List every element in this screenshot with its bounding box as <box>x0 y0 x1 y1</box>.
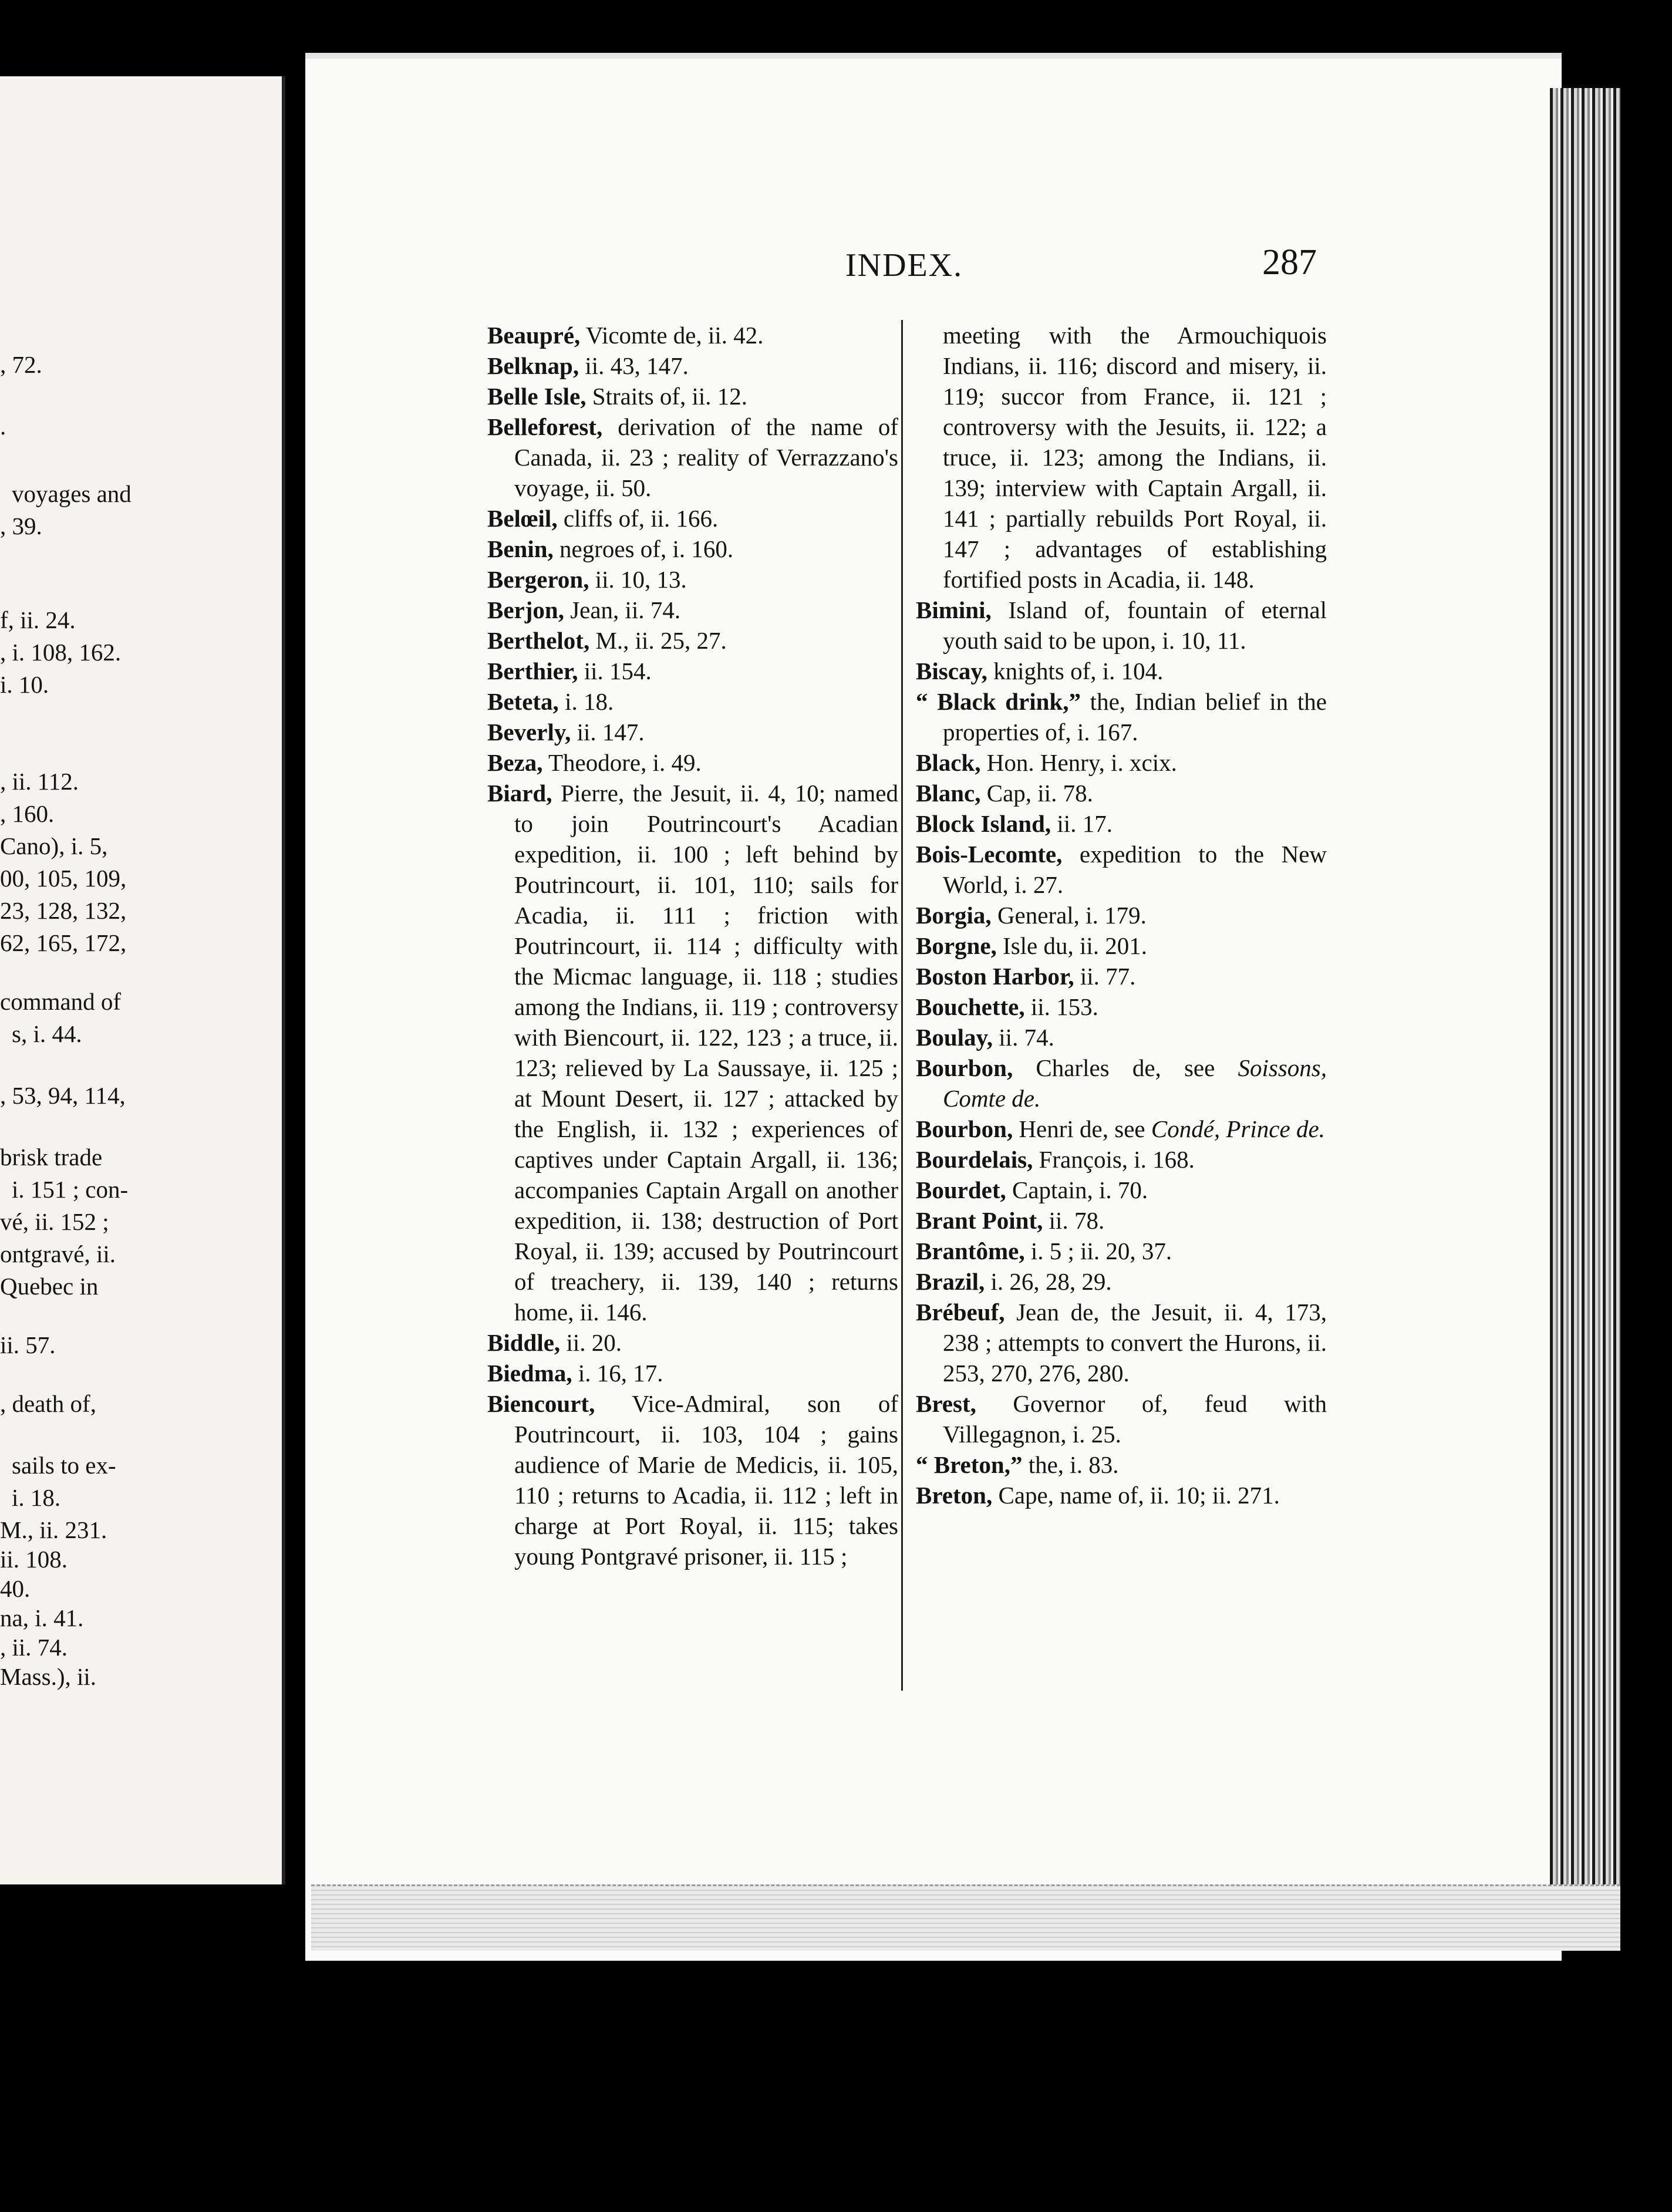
index-entry <box>916 1114 1327 1144</box>
entry-heading: Bergeron, <box>487 566 589 593</box>
entry-heading: Belleforest, <box>487 413 603 440</box>
facing-page-fragment: , 160. <box>0 800 55 827</box>
facing-page-fragment: Mass.), ii. <box>0 1663 96 1690</box>
facing-page-fragment: na, i. 41. <box>0 1604 84 1631</box>
facing-page-fragment: f, ii. 24. <box>0 606 76 633</box>
facing-page-fragment: ii. 108. <box>0 1546 68 1573</box>
entry-heading: Boulay, <box>916 1024 993 1051</box>
entry-heading: Beteta, <box>487 688 559 715</box>
facing-page-fragment: Cano), i. 5, <box>0 832 108 859</box>
facing-page-fragment: 23, 128, 132, <box>0 897 127 924</box>
entry-heading: Belle Isle, <box>487 383 586 410</box>
entry-text: General, i. 179. <box>991 902 1147 929</box>
index-entry <box>916 747 1327 778</box>
index-column-right <box>916 320 1327 1510</box>
index-entry <box>916 1144 1327 1175</box>
entry-text: i. 18. <box>558 688 614 715</box>
entry-heading: Brest, <box>916 1390 976 1417</box>
entry-text: ii. 77. <box>1074 963 1136 990</box>
index-entry <box>916 1480 1327 1510</box>
entry-heading: Bourdet, <box>916 1176 1006 1203</box>
index-entry <box>916 808 1327 839</box>
facing-page-fragment: voyages and <box>12 480 132 507</box>
entry-text: Island of, fountain of eternal youth said to be upon, i. 10, 11. <box>943 596 1327 654</box>
entry-text: ii. 43, 147. <box>579 352 689 379</box>
facing-page-fragment: , 39. <box>0 512 42 539</box>
index-entry <box>916 1053 1327 1114</box>
facing-page-fragment: s, i. 44. <box>12 1020 82 1047</box>
entry-heading: Brantôme, <box>916 1237 1025 1265</box>
entry-heading: Belknap, <box>487 352 579 379</box>
entry-text: i. 26, 28, 29. <box>985 1268 1112 1295</box>
index-entry <box>916 900 1327 930</box>
index-entry <box>916 656 1327 686</box>
index-entry <box>916 839 1327 900</box>
index-entry <box>487 595 898 625</box>
entry-heading: Breton, <box>916 1482 993 1509</box>
facing-page-fragment: vé, ii. 152 ; <box>0 1208 109 1235</box>
entry-heading: “ Breton,” <box>916 1451 1023 1478</box>
entry-text: Jean de, the Jesuit, ii. 4, 173, 238 ; attempts to convert the Hurons, ii. 253, 270, 276, 280. <box>943 1299 1327 1387</box>
entry-heading: “ Black drink,” <box>916 688 1081 715</box>
entry-text: Straits of, ii. 12. <box>586 383 747 410</box>
index-entry <box>487 412 898 503</box>
index-entry <box>487 717 898 747</box>
index-entry <box>487 350 898 381</box>
entry-text: cliffs of, ii. 166. <box>557 505 719 532</box>
index-entry <box>916 1175 1327 1205</box>
entry-text: M., ii. 25, 27. <box>589 627 727 654</box>
entry-heading: Blanc, <box>916 780 981 807</box>
index-entry <box>916 1236 1327 1266</box>
facing-page-fragment: i. 10. <box>0 671 49 698</box>
entry-text: Cape, name of, ii. 10; ii. 271. <box>992 1482 1280 1509</box>
entry-heading: Beaupré, <box>487 322 581 349</box>
facing-page-fragment: , ii. 112. <box>0 768 79 795</box>
entry-text: negroes of, i. 160. <box>553 535 734 562</box>
entry-text: Vice-Admiral, son of Poutrincourt, ii. 103, 104 ; gains audience of Marie de Medicis, ii. 105, 110 ; returns to Acadia, ii. 112 ; left in charge at Port Royal, ii. 115; takes young Pontgravé prisoner, ii. 115 ; <box>514 1390 898 1570</box>
index-entry <box>487 778 898 1327</box>
entry-text: Hon. Henry, i. xcix. <box>980 749 1177 776</box>
entry-text: ii. 78. <box>1043 1207 1105 1234</box>
index-entry <box>916 992 1327 1022</box>
facing-page-fragment: ii. 57. <box>0 1331 56 1358</box>
entry-heading: Beverly, <box>487 719 571 746</box>
page-number: 287 <box>1262 242 1317 282</box>
facing-page-fragment: i. 18. <box>12 1484 61 1511</box>
facing-page-fragment: brisk trade <box>0 1144 103 1171</box>
index-entry <box>916 961 1327 992</box>
index-entry <box>487 1327 898 1358</box>
index-column-left <box>487 320 898 1572</box>
entry-heading: Borgne, <box>916 932 997 959</box>
entry-text: ii. 154. <box>578 657 652 684</box>
entry-text: Pierre, the Jesuit, ii. 4, 10; named to join Poutrincourt's Acadian expedition, ii. 100 ; left behind by Poutrincourt, ii. 101, 110; sails for Acadia, ii. 111 ; friction with Poutrincourt, ii. 114 ; difficulty with the Micmac language, ii. 118 ; studies among the Indians, ii. 119 ; controversy with Biencourt, ii. 122, 123 ; a truce, ii. 123; relieved by La Saussaye, ii. 125 ; at Mount Desert, ii. 127 ; attacked by the English, ii. 132 ; experiences of captives under Captain Argall, ii. 136; accompanies Captain Argall on another expedition, ii. 138; destruction of Port Royal, ii. 139; accused by Poutrincourt of treachery, ii. 139, 140 ; returns home, ii. 146. <box>514 780 898 1326</box>
index-entry <box>487 503 898 534</box>
facing-page-fragment: , 53, 94, 114, <box>0 1082 126 1109</box>
entry-heading: Berjon, <box>487 596 564 623</box>
index-entry <box>487 320 898 350</box>
entry-heading: Block Island, <box>916 810 1051 837</box>
facing-page-fragment: , death of, <box>0 1390 96 1417</box>
index-entry <box>487 534 898 564</box>
entry-heading: Bouchette, <box>916 993 1025 1020</box>
facing-page-fragment: , i. 108, 162. <box>0 639 122 666</box>
entry-text: Jean, ii. 74. <box>564 596 681 623</box>
entry-text: knights of, i. 104. <box>987 657 1164 684</box>
entry-text: Charles de, see <box>1013 1054 1238 1081</box>
index-entry <box>916 1205 1327 1236</box>
index-entry <box>916 595 1327 656</box>
entry-heading: Boston Harbor, <box>916 963 1074 990</box>
index-entry <box>916 1297 1327 1388</box>
entry-cross-reference: Soissons, Comte de. <box>943 1054 1327 1112</box>
entry-heading: Biscay, <box>916 657 987 684</box>
entry-text: the, i. 83. <box>1022 1451 1119 1478</box>
entry-heading: Belœil, <box>487 505 558 532</box>
facing-page-fragment: i. 151 ; con- <box>12 1176 129 1203</box>
facing-page <box>0 76 285 1884</box>
entry-heading: Biencourt, <box>487 1390 595 1417</box>
page-edges <box>1550 88 1620 1902</box>
entry-text: François, i. 168. <box>1033 1146 1195 1173</box>
entry-text: Governor of, feud with Villegagnon, i. 25. <box>943 1390 1327 1448</box>
index-entry <box>487 1388 898 1572</box>
entry-heading: Bourbon, <box>916 1054 1013 1081</box>
running-head: INDEX. <box>845 247 963 284</box>
facing-page-fragment: sails to ex- <box>12 1452 116 1479</box>
index-entry <box>487 381 898 412</box>
entry-text: ii. 10, 13. <box>589 566 687 593</box>
entry-heading: Brébeuf, <box>916 1299 1005 1326</box>
entry-text: ii. 147. <box>571 719 645 746</box>
index-entry <box>916 1022 1327 1053</box>
index-entry <box>487 747 898 778</box>
entry-heading: Bourdelais, <box>916 1146 1033 1173</box>
facing-page-fragment: 40. <box>0 1575 31 1602</box>
page-bottom-edge <box>311 1884 1620 1951</box>
index-entry-continuation: meeting with the Armouchiquois Indians, ii. 116; discord and misery, ii. 119; succor from France, ii. 121 ; controversy with the Jesuits, ii. 122; a truce, ii. 123; among the Indians, ii. 139; interview with Captain Argall, ii. 141 ; partially rebuilds Port Royal, ii. 147 ; advantages of establishing fortified posts in Acadia, ii. 148. <box>943 322 1327 593</box>
entry-text: derivation of the name of Canada, ii. 23 ; reality of Verrazzano's voyage, ii. 50. <box>514 413 898 501</box>
index-entry <box>916 1266 1327 1297</box>
entry-text: ii. 20. <box>560 1329 622 1356</box>
entry-heading: Berthelot, <box>487 627 590 654</box>
facing-page-fragment: . <box>0 413 6 440</box>
facing-page-fragment: 00, 105, 109, <box>0 865 127 892</box>
entry-text: i. 5 ; ii. 20, 37. <box>1024 1237 1172 1265</box>
facing-page-fragment: command of <box>0 988 122 1015</box>
index-entry <box>916 1449 1327 1480</box>
entry-text: Cap, ii. 78. <box>980 780 1093 807</box>
entry-heading: Bimini, <box>916 596 992 623</box>
entry-heading: Benin, <box>487 535 554 562</box>
index-entry <box>916 686 1327 747</box>
entry-text: ii. 17. <box>1051 810 1113 837</box>
index-entry <box>916 1388 1327 1449</box>
entry-text: ii. 74. <box>993 1024 1054 1051</box>
facing-page-fragment: M., ii. 231. <box>0 1516 107 1543</box>
entry-heading: Bois-Lecomte, <box>916 841 1063 868</box>
entry-heading: Brazil, <box>916 1268 985 1295</box>
index-entry <box>487 564 898 595</box>
entry-heading: Borgia, <box>916 902 992 929</box>
entry-text: Vicomte de, ii. 42. <box>580 322 764 349</box>
entry-text: ii. 153. <box>1024 993 1098 1020</box>
entry-text: i. 16, 17. <box>572 1360 663 1387</box>
entry-heading: Black, <box>916 749 981 776</box>
entry-text: the, Indian belief in the properties of, i. 167. <box>943 688 1327 746</box>
entry-heading: Biard, <box>487 780 552 807</box>
index-entry <box>916 778 1327 808</box>
entry-cross-reference: Condé, Prince de. <box>1151 1115 1325 1142</box>
entry-heading: Beza, <box>487 749 543 776</box>
entry-text: Isle du, ii. 201. <box>996 932 1148 959</box>
entry-text: Captain, i. 70. <box>1006 1176 1148 1203</box>
facing-page-fragment: , ii. 74. <box>0 1634 68 1661</box>
entry-text: Theodore, i. 49. <box>542 749 702 776</box>
index-entry <box>487 1358 898 1388</box>
facing-page-fragment: ontgravé, ii. <box>0 1240 116 1267</box>
column-rule <box>901 320 903 1691</box>
facing-page-fragment: Quebec in <box>0 1273 99 1300</box>
facing-page-fragment: , 72. <box>0 351 42 378</box>
entry-heading: Biddle, <box>487 1329 561 1356</box>
entry-heading: Brant Point, <box>916 1207 1043 1234</box>
index-entry <box>916 930 1327 961</box>
index-entry <box>487 686 898 717</box>
entry-text: expedition to the New World, i. 27. <box>943 841 1327 898</box>
index-entry <box>487 656 898 686</box>
entry-heading: Bourbon, <box>916 1115 1013 1142</box>
entry-text: Henri de, see <box>1013 1115 1151 1142</box>
entry-heading: Biedma, <box>487 1360 572 1387</box>
entry-heading: Berthier, <box>487 657 578 684</box>
facing-page-fragment: 62, 165, 172, <box>0 929 127 956</box>
index-entry <box>487 625 898 656</box>
